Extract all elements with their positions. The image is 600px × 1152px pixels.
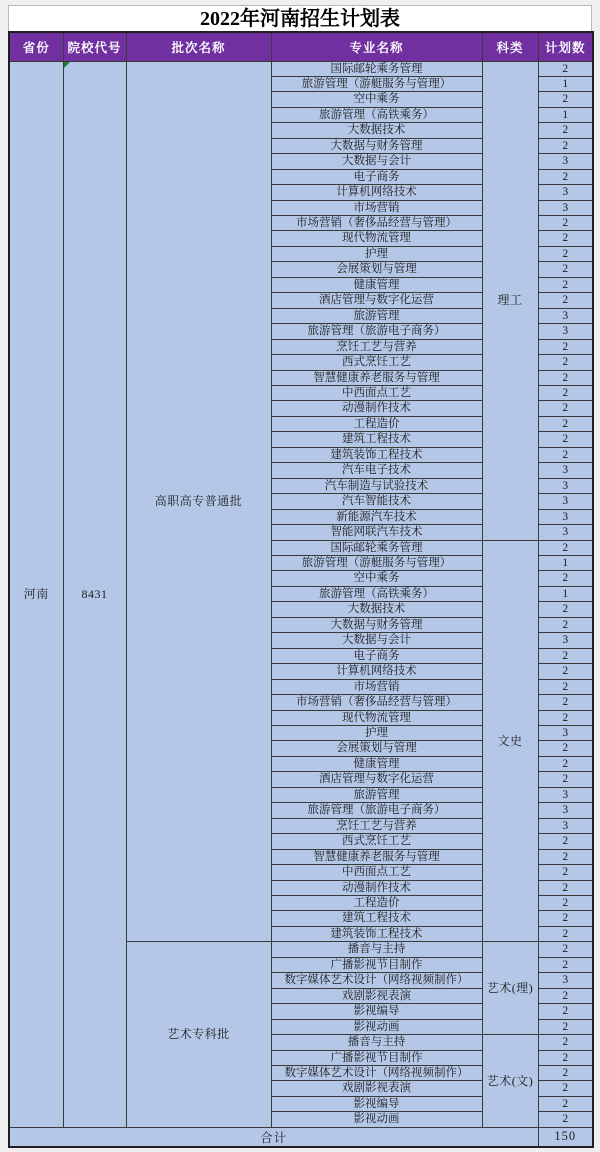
plan-count-cell: 3 — [538, 200, 593, 215]
major-name-cell: 旅游管理（游艇服务与管理） — [271, 76, 482, 91]
plan-count-cell: 2 — [538, 246, 593, 261]
major-name-cell: 健康管理 — [271, 756, 482, 771]
plan-count-cell: 2 — [538, 834, 593, 849]
total-row — [9, 1127, 593, 1147]
plan-count-cell: 2 — [538, 756, 593, 771]
major-name-cell: 汽车智能技术 — [271, 494, 482, 509]
plan-count-cell: 2 — [538, 602, 593, 617]
major-name-cell: 市场营销 — [271, 200, 482, 215]
table-row — [9, 61, 593, 76]
major-name-cell: 中西面点工艺 — [271, 386, 482, 401]
plan-count-cell: 2 — [538, 216, 593, 231]
province-cell: 河南 — [9, 61, 63, 1127]
enrollment-plan-table — [8, 31, 594, 1148]
major-name-cell: 烹饪工艺与营养 — [271, 339, 482, 354]
table-body — [9, 61, 593, 1127]
major-name-cell: 烹饪工艺与营养 — [271, 818, 482, 833]
major-name-cell: 电子商务 — [271, 169, 482, 184]
major-name-cell: 汽车制造与试验技术 — [271, 478, 482, 493]
major-name-cell: 旅游管理（高铁乘务） — [271, 107, 482, 122]
batch-name-cell: 艺术专科批 — [126, 942, 271, 1127]
major-name-cell: 广播影视节目制作 — [271, 1050, 482, 1065]
major-name-cell: 电子商务 — [271, 648, 482, 663]
major-name-cell: 酒店管理与数字化运营 — [271, 772, 482, 787]
major-name-cell: 国际邮轮乘务管理 — [271, 61, 482, 76]
plan-count-cell: 2 — [538, 679, 593, 694]
plan-count-cell: 3 — [538, 525, 593, 540]
major-name-cell: 影视编导 — [271, 1096, 482, 1111]
plan-count-cell: 2 — [538, 293, 593, 308]
plan-count-cell: 2 — [538, 911, 593, 926]
plan-count-cell: 3 — [538, 185, 593, 200]
plan-count-cell: 3 — [538, 478, 593, 493]
plan-count-cell: 2 — [538, 1004, 593, 1019]
major-name-cell: 智慧健康养老服务与管理 — [271, 370, 482, 385]
major-name-cell: 现代物流管理 — [271, 231, 482, 246]
plan-count-cell: 2 — [538, 1081, 593, 1096]
major-name-cell: 西式烹饪工艺 — [271, 834, 482, 849]
plan-count-cell: 2 — [538, 988, 593, 1003]
plan-count-cell: 2 — [538, 1065, 593, 1080]
major-name-cell: 现代物流管理 — [271, 710, 482, 725]
plan-count-cell: 2 — [538, 370, 593, 385]
plan-count-cell: 2 — [538, 648, 593, 663]
major-name-cell: 空中乘务 — [271, 92, 482, 107]
major-name-cell: 健康管理 — [271, 277, 482, 292]
plan-count-cell: 2 — [538, 123, 593, 138]
plan-count-cell: 2 — [538, 169, 593, 184]
plan-count-cell: 3 — [538, 633, 593, 648]
plan-count-cell: 3 — [538, 494, 593, 509]
major-name-cell: 空中乘务 — [271, 571, 482, 586]
plan-count-cell: 2 — [538, 416, 593, 431]
major-name-cell: 护理 — [271, 725, 482, 740]
major-name-cell: 护理 — [271, 246, 482, 261]
major-name-cell: 播音与主持 — [271, 1035, 482, 1050]
plan-count-cell: 2 — [538, 1035, 593, 1050]
plan-count-cell: 1 — [538, 76, 593, 91]
major-name-cell: 旅游管理（游艇服务与管理） — [271, 556, 482, 571]
plan-count-cell: 2 — [538, 231, 593, 246]
major-name-cell: 市场营销（奢侈品经营与管理） — [271, 695, 482, 710]
major-name-cell: 旅游管理 — [271, 308, 482, 323]
plan-count-cell: 2 — [538, 772, 593, 787]
col-header-province: 省份 — [9, 32, 63, 61]
plan-count-cell: 3 — [538, 803, 593, 818]
green-triangle-icon — [64, 62, 70, 68]
col-header-batch-name: 批次名称 — [126, 32, 271, 61]
major-name-cell: 中西面点工艺 — [271, 865, 482, 880]
major-name-cell: 计算机网络技术 — [271, 185, 482, 200]
category-cell: 艺术(文) — [482, 1035, 538, 1128]
table-footer — [9, 1127, 593, 1147]
major-name-cell: 汽车电子技术 — [271, 463, 482, 478]
plan-count-cell: 1 — [538, 586, 593, 601]
major-name-cell: 旅游管理（旅游电子商务） — [271, 803, 482, 818]
major-name-cell: 数字媒体艺术设计（网络视频制作） — [271, 973, 482, 988]
major-name-cell: 建筑工程技术 — [271, 432, 482, 447]
plan-count-cell: 2 — [538, 710, 593, 725]
plan-count-cell: 2 — [538, 741, 593, 756]
plan-count-cell: 2 — [538, 1112, 593, 1127]
major-name-cell: 动漫制作技术 — [271, 401, 482, 416]
major-name-cell: 西式烹饪工艺 — [271, 355, 482, 370]
major-name-cell: 旅游管理（旅游电子商务） — [271, 324, 482, 339]
plan-count-cell: 2 — [538, 895, 593, 910]
plan-count-cell: 1 — [538, 556, 593, 571]
total-label: 合计 — [9, 1127, 538, 1147]
major-name-cell: 建筑工程技术 — [271, 911, 482, 926]
major-name-cell: 计算机网络技术 — [271, 664, 482, 679]
major-name-cell: 智慧健康养老服务与管理 — [271, 849, 482, 864]
major-name-cell: 动漫制作技术 — [271, 880, 482, 895]
major-name-cell: 建筑装饰工程技术 — [271, 447, 482, 462]
plan-count-cell: 2 — [538, 1019, 593, 1034]
plan-count-cell: 3 — [538, 973, 593, 988]
plan-count-cell: 3 — [538, 725, 593, 740]
major-name-cell: 影视编导 — [271, 1004, 482, 1019]
plan-count-cell: 2 — [538, 401, 593, 416]
category-cell: 文史 — [482, 540, 538, 942]
col-header-plan-count: 计划数 — [538, 32, 593, 61]
major-name-cell: 旅游管理（高铁乘务） — [271, 586, 482, 601]
major-name-cell: 市场营销 — [271, 679, 482, 694]
plan-count-cell: 2 — [538, 865, 593, 880]
plan-count-cell: 2 — [538, 571, 593, 586]
plan-count-cell: 2 — [538, 1096, 593, 1111]
plan-count-cell: 2 — [538, 1050, 593, 1065]
category-cell: 理工 — [482, 61, 538, 540]
plan-count-cell: 2 — [538, 262, 593, 277]
major-name-cell: 工程造价 — [271, 416, 482, 431]
enrollment-plan-sheet — [8, 5, 592, 1148]
plan-count-cell: 3 — [538, 818, 593, 833]
plan-count-cell: 2 — [538, 880, 593, 895]
plan-count-cell: 3 — [538, 509, 593, 524]
major-name-cell: 智能网联汽车技术 — [271, 525, 482, 540]
plan-count-cell: 2 — [538, 664, 593, 679]
major-name-cell: 建筑装饰工程技术 — [271, 926, 482, 941]
major-name-cell: 大数据与财务管理 — [271, 138, 482, 153]
total-value: 150 — [538, 1127, 593, 1147]
college-code-cell: 8431 — [63, 61, 126, 1127]
major-name-cell: 旅游管理 — [271, 787, 482, 802]
major-name-cell: 戏剧影视表演 — [271, 988, 482, 1003]
major-name-cell: 播音与主持 — [271, 942, 482, 957]
plan-count-cell: 2 — [538, 277, 593, 292]
plan-count-cell: 2 — [538, 355, 593, 370]
batch-name-cell: 高职高专普通批 — [126, 61, 271, 942]
col-header-major-name: 专业名称 — [271, 32, 482, 61]
major-name-cell: 数字媒体艺术设计（网络视频制作） — [271, 1065, 482, 1080]
major-name-cell: 会展策划与管理 — [271, 741, 482, 756]
major-name-cell: 新能源汽车技术 — [271, 509, 482, 524]
plan-count-cell: 2 — [538, 849, 593, 864]
plan-count-cell: 2 — [538, 339, 593, 354]
major-name-cell: 工程造价 — [271, 895, 482, 910]
plan-count-cell: 2 — [538, 386, 593, 401]
plan-count-cell: 3 — [538, 154, 593, 169]
plan-count-cell: 2 — [538, 617, 593, 632]
major-name-cell: 广播影视节目制作 — [271, 957, 482, 972]
major-name-cell: 酒店管理与数字化运营 — [271, 293, 482, 308]
plan-count-cell: 2 — [538, 92, 593, 107]
plan-count-cell: 2 — [538, 61, 593, 76]
major-name-cell: 国际邮轮乘务管理 — [271, 540, 482, 555]
major-name-cell: 影视动画 — [271, 1112, 482, 1127]
plan-count-cell: 2 — [538, 942, 593, 957]
plan-count-cell: 2 — [538, 432, 593, 447]
major-name-cell: 会展策划与管理 — [271, 262, 482, 277]
plan-count-cell: 3 — [538, 308, 593, 323]
table-header-row — [9, 32, 593, 61]
plan-count-cell: 1 — [538, 107, 593, 122]
plan-count-cell: 2 — [538, 138, 593, 153]
major-name-cell: 大数据与财务管理 — [271, 617, 482, 632]
major-name-cell: 影视动画 — [271, 1019, 482, 1034]
col-header-college-code: 院校代号 — [63, 32, 126, 61]
plan-count-cell: 3 — [538, 787, 593, 802]
plan-count-cell: 2 — [538, 957, 593, 972]
major-name-cell: 大数据技术 — [271, 602, 482, 617]
plan-count-cell: 2 — [538, 447, 593, 462]
major-name-cell: 大数据技术 — [271, 123, 482, 138]
plan-count-cell: 2 — [538, 540, 593, 555]
category-cell: 艺术(理) — [482, 942, 538, 1035]
major-name-cell: 大数据与会计 — [271, 633, 482, 648]
col-header-category: 科类 — [482, 32, 538, 61]
major-name-cell: 大数据与会计 — [271, 154, 482, 169]
plan-count-cell: 2 — [538, 695, 593, 710]
plan-count-cell: 3 — [538, 463, 593, 478]
major-name-cell: 市场营销（奢侈品经营与管理） — [271, 216, 482, 231]
plan-count-cell: 3 — [538, 324, 593, 339]
page-title: 2022年河南招生计划表 — [8, 5, 592, 31]
major-name-cell: 戏剧影视表演 — [271, 1081, 482, 1096]
plan-count-cell: 2 — [538, 926, 593, 941]
